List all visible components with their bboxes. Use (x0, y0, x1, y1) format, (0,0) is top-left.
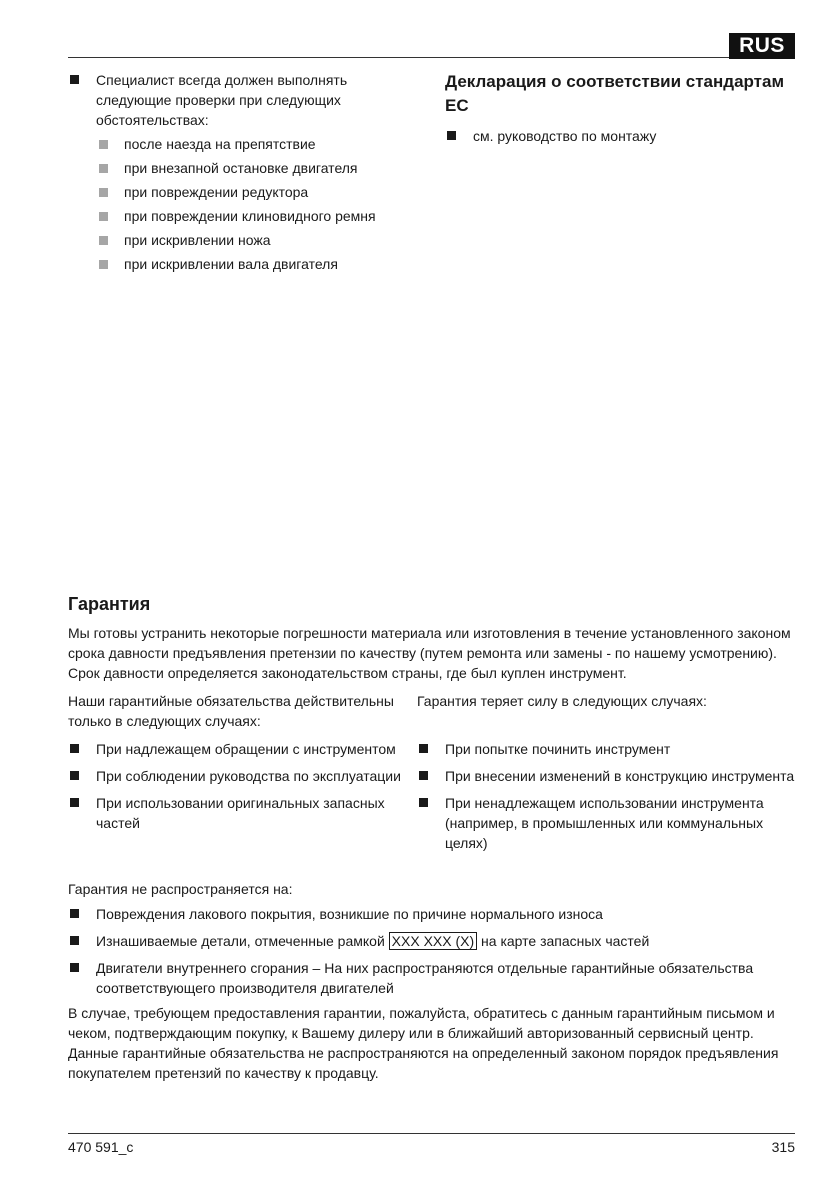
gray-square-bullet-icon (99, 236, 108, 245)
gray-square-bullet-icon (99, 164, 108, 173)
inspection-checklist (68, 70, 413, 274)
list-item (68, 70, 413, 130)
square-bullet-icon (70, 744, 79, 753)
part-number-frame: XXX XXX (X) (389, 932, 477, 950)
square-bullet-icon (419, 744, 428, 753)
list-subitem: при повреждении редуктора (68, 182, 413, 202)
list-item: При внесении изменений в конструкцию инструмента (417, 766, 797, 786)
not-covered-heading: Гарантия не распространяется на: (68, 881, 293, 897)
gray-square-bullet-icon (99, 212, 108, 221)
gray-square-bullet-icon (99, 260, 108, 269)
ec-declaration-heading: Декларация о соответствии стандартам ЕС (445, 72, 785, 115)
list-subitem: после наезда на препятствие (68, 134, 413, 154)
page-number: 315 (771, 1139, 795, 1155)
list-item: Повреждения лакового покрытия, возникшие по причине нормального износа (68, 904, 798, 924)
valid-conditions-heading: Наши гарантийные обязательства действительны только в следующих случаях: (68, 693, 394, 729)
footer-rule (68, 1133, 795, 1134)
square-bullet-icon (70, 936, 79, 945)
gray-square-bullet-icon (99, 188, 108, 197)
inspection-intro: Специалист всегда должен выполнять следующие проверки при следующих обстоятельствах: (96, 72, 348, 128)
list-item: При использовании оригинальных запасных частей (68, 793, 408, 833)
document-number: 470 591_c (68, 1139, 134, 1155)
language-tag: RUS (729, 33, 795, 59)
list-item: Двигатели внутреннего сгорания – На них распространяются отдельные гарантийные обязательства соответствующего производителя двигателей (68, 958, 798, 998)
not-covered-list (68, 904, 798, 1005)
list-item: При соблюдении руководства по эксплуатации (68, 766, 408, 786)
list-subitem: при внезапной остановке двигателя (68, 158, 413, 178)
void-conditions-heading: Гарантия теряет силу в следующих случаях: (417, 693, 707, 709)
void-conditions-list (417, 739, 797, 860)
gray-square-bullet-icon (99, 140, 108, 149)
list-item: При надлежащем обращении с инструментом (68, 739, 408, 759)
square-bullet-icon (419, 771, 428, 780)
list-item: При попытке починить инструмент (417, 739, 797, 759)
square-bullet-icon (70, 771, 79, 780)
valid-conditions-list (68, 739, 408, 840)
square-bullet-icon (70, 963, 79, 972)
header-rule (68, 57, 792, 58)
square-bullet-icon (447, 131, 456, 140)
list-subitem: при повреждении клиновидного ремня (68, 206, 413, 226)
square-bullet-icon (70, 75, 79, 84)
square-bullet-icon (419, 798, 428, 807)
warranty-closing: В случае, требующем предоставления гарантии, пожалуйста, обратитесь с данным гарантийным письмом и чеком, подтверждающим покупку, к Вашему дилеру или в ближайший авторизованный сервисный центр. Данные гарантийные обязательства не распространяются на определенный законом порядок предъявления покупателем претензий по качеству к продавцу. (68, 1005, 779, 1081)
list-subitem: при искривлении вала двигателя (68, 254, 413, 274)
list-item: см. руководство по монтажу (445, 126, 805, 146)
warranty-title: Гарантия (68, 594, 151, 614)
list-item: Изнашиваемые детали, отмеченные рамкой XXX XXX (X) на карте запасных частей (68, 931, 798, 951)
ec-declaration (445, 70, 805, 146)
list-subitem: при искривлении ножа (68, 230, 413, 250)
square-bullet-icon (70, 798, 79, 807)
list-item: При ненадлежащем использовании инструмента (например, в промышленных или коммунальных целях) (417, 793, 797, 853)
square-bullet-icon (70, 909, 79, 918)
warranty-intro: Мы готовы устранить некоторые погрешности материала или изготовления в течение установленного законом срока давности предъявления претензии по качеству (путем ремонта или замены - по нашему усмотрению). Срок давности определяется законодательством страны, где был куплен инструмент. (68, 625, 791, 681)
